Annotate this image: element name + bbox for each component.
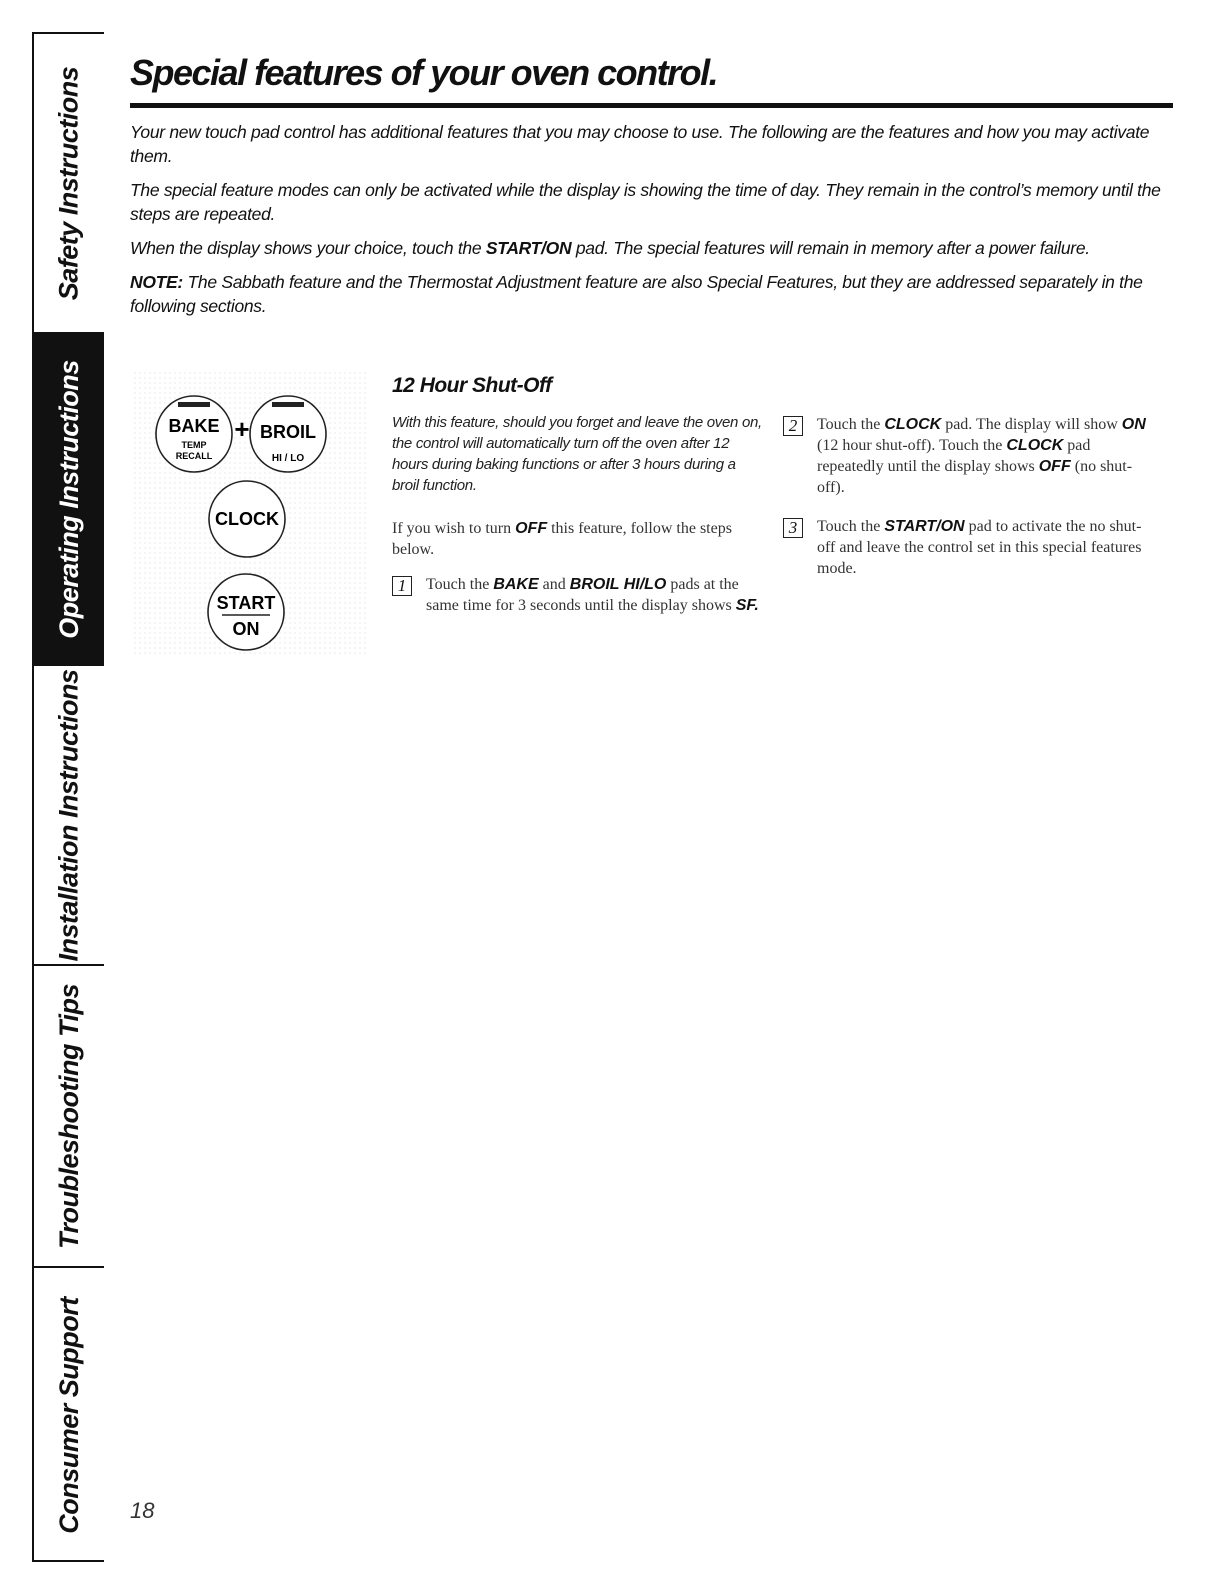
intro-bold: START/ON [485, 238, 572, 258]
step-number: 3 [783, 518, 803, 538]
step-number: 2 [783, 416, 803, 436]
bake-sublabel: RECALL [175, 451, 213, 461]
feature-title: 12 Hour Shut-Off [392, 374, 552, 397]
note-text: The Sabbath feature and the Thermostat Adjustment feature are also Special Features, but they are addressed separately in the following sections. [130, 272, 1143, 316]
control-pad-illustration [134, 372, 369, 654]
step-number: 1 [392, 576, 412, 596]
feature-intro-bold: OFF [515, 520, 548, 537]
step-3 [783, 516, 1158, 579]
clock-pad [209, 481, 285, 557]
broil-pad [250, 396, 326, 472]
step-text: Touch the CLOCK pad. The display will show ON (12 hour shut-off). Touch the CLOCK pad repeatedly until the display shows OFF (no shut-off). [817, 416, 1146, 496]
page-number: 18 [130, 1498, 155, 1523]
tab-label: Operating Instructions [53, 359, 84, 639]
tab-consumer-support[interactable] [34, 1268, 104, 1562]
tab-label: Consumer Support [53, 1296, 84, 1534]
tab-safety-instructions[interactable] [34, 34, 104, 334]
title-rule [130, 103, 1173, 108]
plus-sign: + [234, 414, 250, 444]
intro-text-span: The special feature modes can only be activated while the display is showing the time of day. They remain in the control’s memory until the steps are repeated. [130, 180, 1161, 224]
tab-operating-instructions[interactable] [34, 334, 104, 666]
note-label: NOTE: [130, 272, 183, 292]
start-on-pad [208, 574, 284, 650]
intro-text-span: When the display shows your choice, touch the [130, 238, 486, 258]
start-label: START [216, 593, 276, 613]
feature-intro-text: If you wish to turn [392, 520, 516, 537]
intro-text-span: pad. The special features will remain in memory after a power failure. [571, 238, 1090, 258]
step-text: Touch the BAKE and BROIL HI/LO pads at the same time for 3 seconds until the display shows SF. [426, 576, 759, 614]
tab-label: Safety Instructions [53, 66, 84, 300]
clock-label: CLOCK [215, 509, 279, 529]
tab-label: Installation Instructions [53, 668, 84, 962]
note-paragraph [130, 270, 1170, 318]
tab-installation-instructions[interactable] [34, 666, 104, 966]
intro-paragraph [130, 236, 1170, 260]
page-title: Special features of your oven control. [130, 52, 718, 93]
bake-pad [156, 396, 232, 472]
broil-label: BROIL [260, 422, 316, 442]
feature-intro [392, 518, 752, 560]
step-text: Touch the START/ON pad to activate the no shut-off and leave the control set in this special features mode. [817, 518, 1142, 577]
broil-sublabel: HI / LO [271, 453, 305, 464]
bake-label: BAKE [168, 416, 220, 436]
bake-sublabel: TEMP [181, 440, 207, 450]
step-1 [392, 574, 762, 616]
intro-paragraph: Your new touch pad control has additional features that you may choose to use. The following are the features and how you may activate them. [130, 122, 1150, 166]
intro-paragraph [130, 178, 1170, 226]
feature-description: With this feature, should you forget and leave the oven on, the control will automatically turn off the oven after 12 hours during baking functions or after 3 hours during a broil function. [392, 414, 762, 494]
section-tab-strip [32, 32, 104, 1562]
tab-troubleshooting-tips[interactable] [34, 966, 104, 1268]
tab-label: Troubleshooting Tips [53, 983, 84, 1249]
intro-text [130, 120, 1170, 328]
on-label: ON [232, 619, 260, 639]
step-2 [783, 414, 1158, 498]
feature-intro-text: this feature, follow the steps below. [392, 520, 732, 558]
